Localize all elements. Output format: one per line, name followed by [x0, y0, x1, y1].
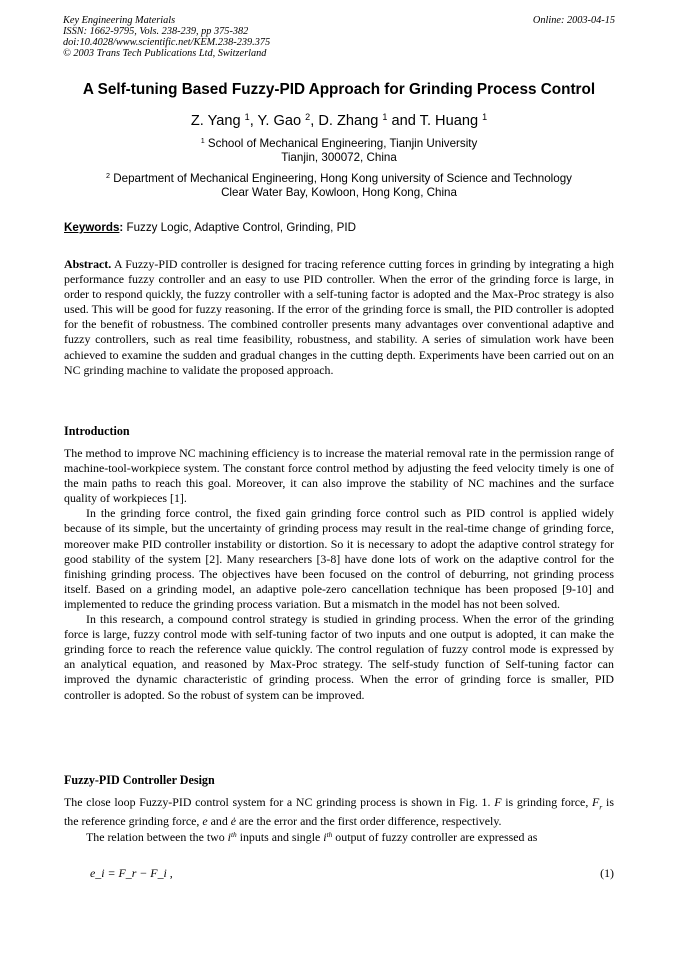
- text-run: is the reference grinding force,: [64, 795, 614, 829]
- abstract: [64, 257, 614, 378]
- equation-number: (1): [600, 866, 614, 880]
- affil-line: Department of Mechanical Engineering, Hong Kong university of Science and Technology: [113, 172, 572, 185]
- journal-header: [63, 15, 270, 59]
- author-list: [0, 113, 678, 129]
- symbol-Fr: $F_r$: [592, 795, 603, 812]
- paragraph: [64, 830, 614, 845]
- author-and: and: [387, 113, 420, 129]
- author-affil-mark: 1: [382, 112, 388, 123]
- issn-line: ISSN: 1662-9795, Vols. 238-239, pp 375-382: [63, 26, 249, 37]
- affiliation-2: [40, 172, 638, 199]
- affil-line: Clear Water Bay, Kowloon, Hong Kong, China: [221, 185, 457, 199]
- paper-title: A Self-tuning Based Fuzzy-PID Approach for Grinding Process Control: [82, 81, 596, 98]
- abstract-text: A Fuzzy-PID controller is designed for tracing reference cutting forces in grinding by integrating a high performance fuzzy controller and an easy to use PID controller. When the error of the grinding force is large, in order to respond quickly, the fuzzy controller with a self-tuning factor is adopted and the Max-Proc strategy is also used. This will be good for fuzzy reasoning. If the error of the grinding force is small, the PID controller is adopted for the benefit of robustness. The combined controller presents many advantages over conventional adaptive and fuzzy controllers, such as real time feasibility, robustness, and stability. A series of simulation work have been achieved to examine the sudden and gradual changes in the cutting depth. Experiments have been carried out on an NC grinding machine to validate the proposed approach.: [64, 257, 614, 377]
- introduction-body: [64, 446, 614, 703]
- copyright-line: © 2003 Trans Tech Publications Ltd, Switzerland: [63, 48, 267, 59]
- text-run: is grinding force,: [505, 795, 589, 809]
- journal-name: Key Engineering Materials: [63, 15, 176, 26]
- text-run: The close loop Fuzzy-PID control system for a NC grinding process is shown in Fig. 1.: [64, 795, 491, 809]
- doi-line[interactable]: doi:10.4028/www.scientific.net/KEM.238-239.375: [63, 37, 271, 48]
- author-sep: ,: [310, 113, 319, 129]
- author-sep: ,: [249, 113, 258, 129]
- paragraph: [64, 795, 614, 830]
- symbol-edot: ė: [230, 814, 237, 829]
- paragraph: In the grinding force control, the fixed gain grinding force control such as PID control is applied widely because of its simple, but the uncertainty of grinding process may result in the real-time change of grinding force, moreover make PID controller instability or distortion. So it is necessary to adopt the adaptive control strategy for good stability of the system [2]. Many researchers [3-8] have done lots of work on the adaptive control for the finishing grinding process. The objectives have been focused on the control of deburring, not grinding process itself. Based on a grinding model, an adaptive pole-zero cancellation technique has been proposed [9-10] and implemented to reduce the grinding process variation. But a mismatch in the model has not been solved.: [64, 506, 614, 611]
- author-affil-mark: 2: [305, 112, 311, 123]
- keywords-colon: :: [119, 221, 124, 234]
- equation-expression: e_i = F_r − F_i ,: [90, 866, 173, 880]
- text-run: The relation between the two: [86, 829, 225, 844]
- affil-line: Tianjin, 300072, China: [281, 150, 397, 164]
- text-run: inputs and single: [239, 829, 321, 844]
- paragraph: The method to improve NC machining efficiency is to increase the material removal rate in the permission range of machine-tool-workpiece system. The constant force control method by adjusting the feed velocity timely is one of the main paths to reach this goal. Moreover, it can also improve the stability of NC machines and the surface quality of workpieces [1].: [64, 446, 614, 506]
- keywords: [64, 221, 356, 234]
- symbol-i: $i^{th}$: [323, 829, 333, 844]
- affil-line: School of Mechanical Engineering, Tianjin University: [207, 137, 478, 150]
- section-heading-introduction: Introduction: [64, 424, 130, 438]
- keywords-label: Keywords: [64, 221, 120, 234]
- text-run: and: [210, 814, 228, 829]
- text-run: output of fuzzy controller are expressed as: [335, 829, 538, 844]
- abstract-label: Abstract.: [64, 257, 112, 271]
- paragraph: In this research, a compound control strategy is studied in grinding process. When the error of the grinding force is large, fuzzy control mode with self-tuning factor of two inputs and one output is adopted, it can make the grinding force to reach the reference value quickly. The control regulation of fuzzy control mode is expressed by an analytical equation, and reasoned by Max-Proc strategy. The self-study function of Self-tuning factor can improved the dynamic characteristic of grinding process. When the error of grinding force is smaller, PID controller is adopted. So the robust of system can be improved.: [64, 612, 614, 702]
- symbol-F: F: [494, 795, 502, 809]
- author-name: D. Zhang: [318, 113, 379, 129]
- section-heading-design: Fuzzy-PID Controller Design: [64, 773, 215, 787]
- author-affil-mark: 1: [244, 112, 250, 123]
- author-affil-mark: 1: [482, 112, 488, 123]
- affil-number: 2: [106, 171, 111, 181]
- symbol-e: e: [202, 814, 208, 829]
- keywords-text: Fuzzy Logic, Adaptive Control, Grinding, PID: [126, 221, 356, 234]
- online-date: Online: 2003-04-15: [532, 15, 615, 26]
- author-name: Y. Gao: [257, 113, 302, 129]
- author-name: T. Huang: [419, 113, 479, 129]
- author-name: Z. Yang: [190, 113, 241, 129]
- affiliation-1: [40, 137, 638, 164]
- symbol-i: $i^{th}$: [227, 829, 237, 844]
- text-run: are the error and the first order difference, respectively.: [239, 814, 502, 829]
- affil-number: 1: [200, 136, 205, 146]
- design-body: [64, 795, 614, 845]
